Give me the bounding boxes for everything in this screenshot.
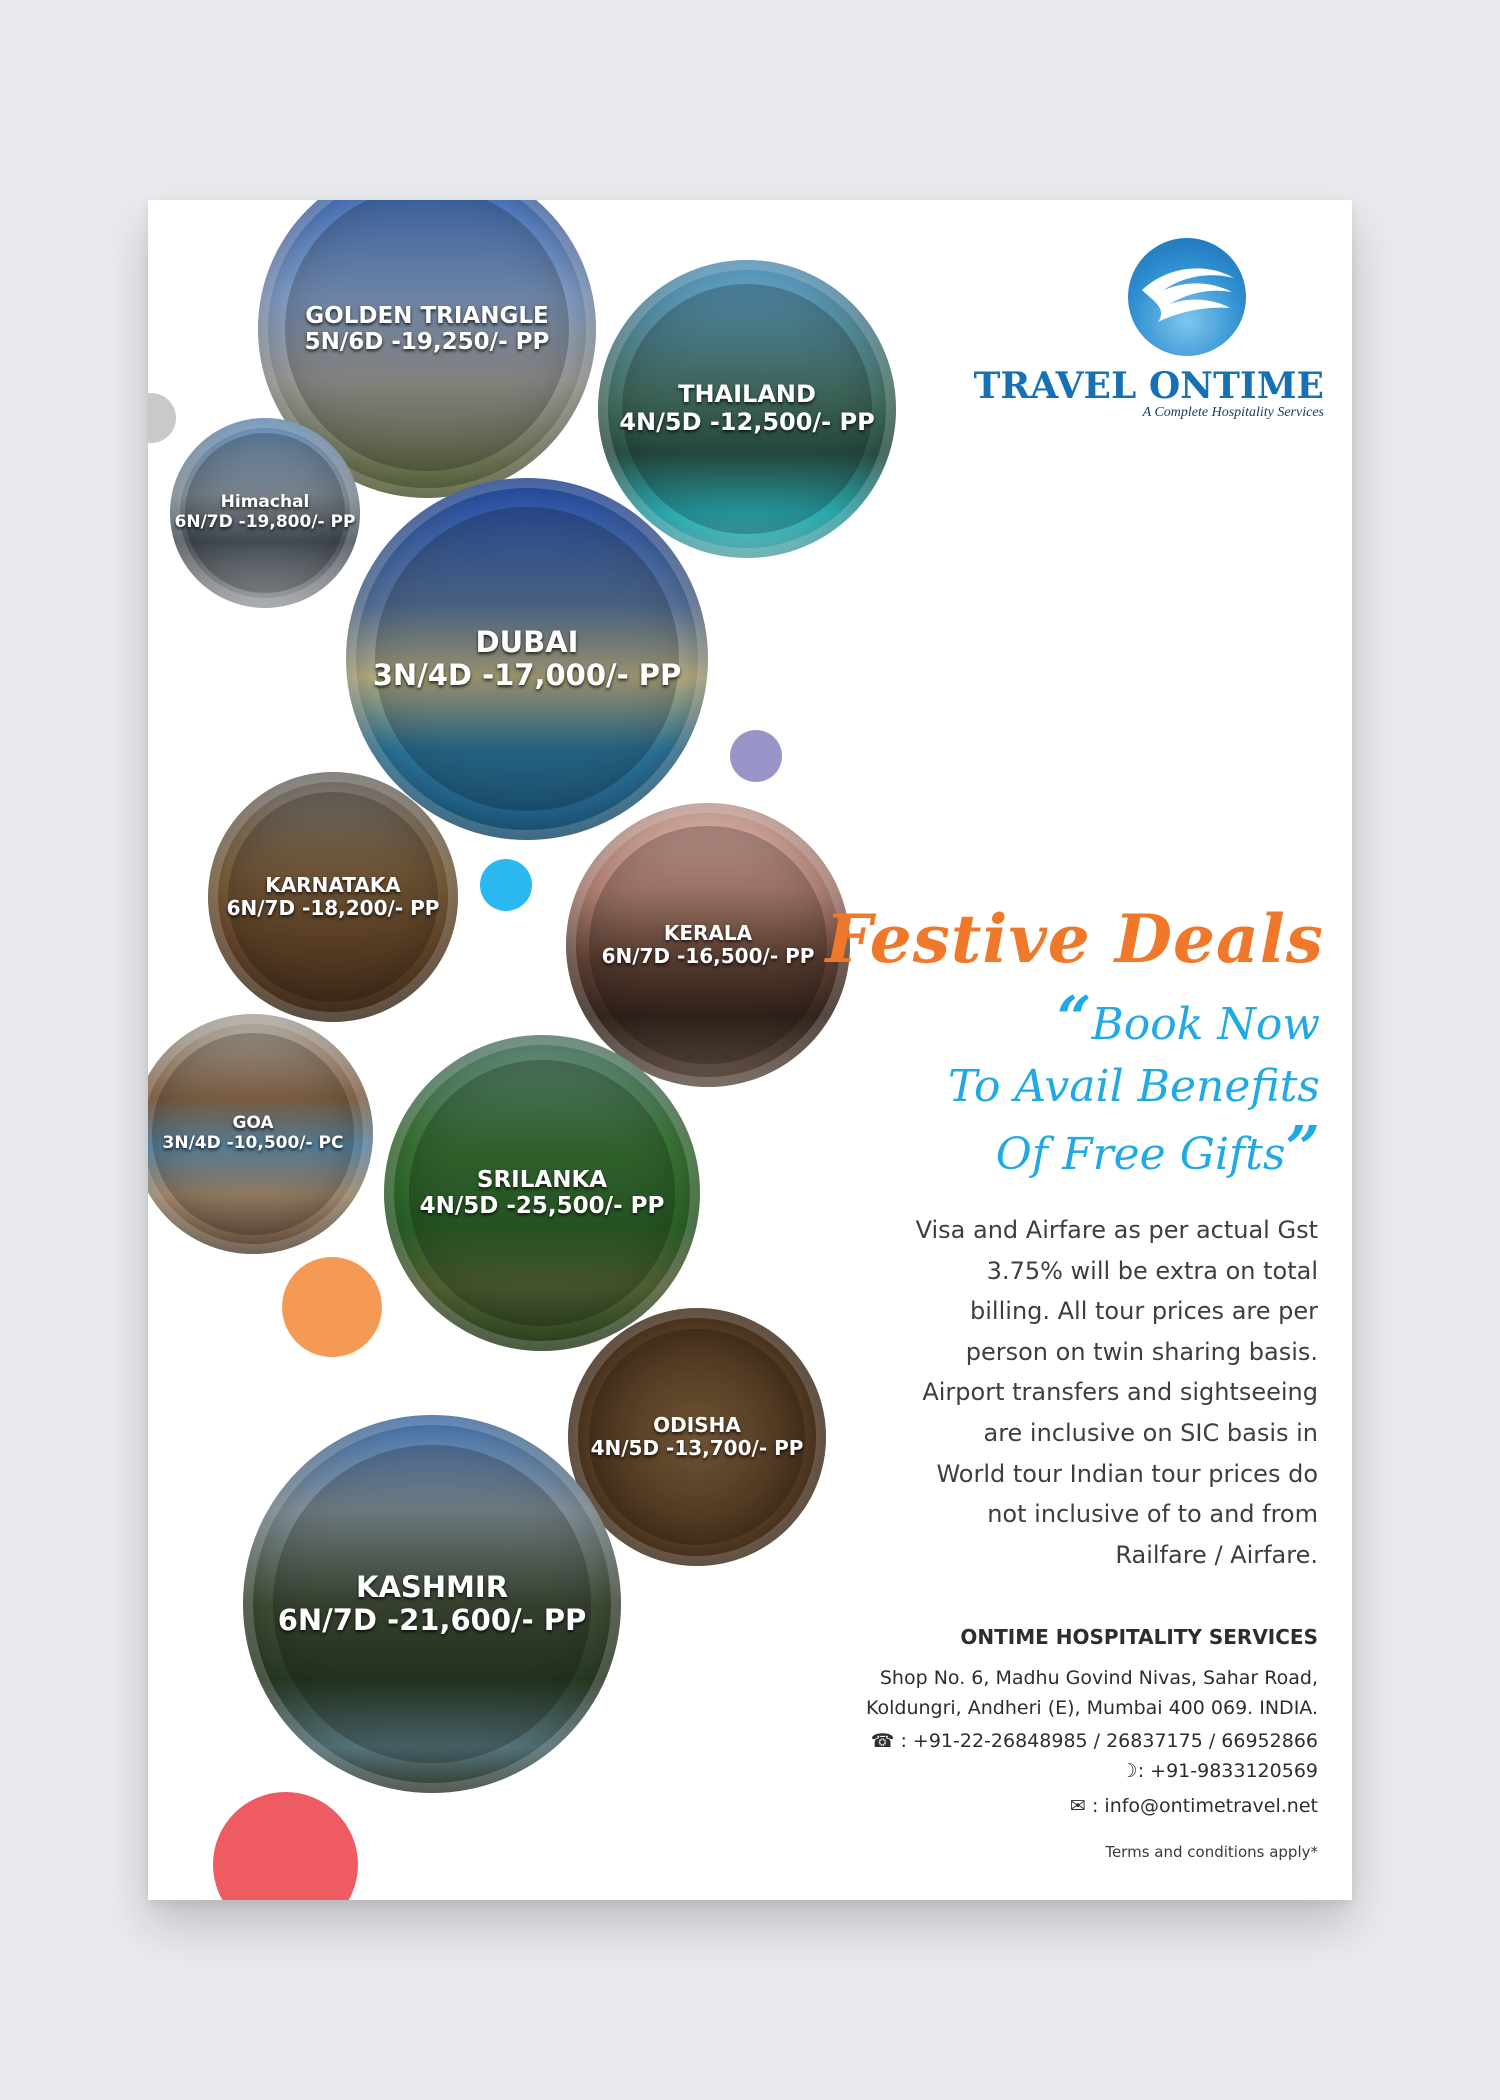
cta-line-2: To Avail Benefits	[948, 1061, 1320, 1112]
destination-name: KARNATAKA	[265, 873, 401, 897]
destination-dubai[interactable]	[346, 478, 708, 840]
mobile-row	[758, 1760, 1318, 1782]
destination-price: 3N/4D -17,000/- PP	[372, 658, 682, 692]
headline: Festive Deals	[825, 900, 1324, 978]
info-line: Airport transfers and sightseeing	[922, 1378, 1318, 1407]
destination-kerala[interactable]	[566, 803, 850, 1087]
orange-dot	[282, 1257, 382, 1357]
company-name: ONTIME HOSPITALITY SERVICES	[960, 1625, 1318, 1649]
destination-himachal[interactable]	[170, 418, 360, 608]
mobile-number[interactable]: : +91-9833120569	[1137, 1760, 1318, 1782]
destination-price: 3N/4D -10,500/- PC	[162, 1133, 344, 1153]
destination-name: KASHMIR	[355, 1569, 509, 1604]
cta-line-3: Of Free Gifts	[995, 1129, 1286, 1180]
company-address	[758, 1663, 1318, 1723]
destination-name: GOA	[232, 1113, 274, 1134]
destination-odisha[interactable]	[568, 1308, 826, 1566]
info-line: Railfare / Airfare.	[1115, 1540, 1318, 1569]
address-line-1: Shop No. 6, Madhu Govind Nivas, Sahar Road,	[879, 1667, 1318, 1689]
info-line: 3.75% will be extra on total	[986, 1256, 1318, 1285]
destination-srilanka[interactable]	[384, 1035, 700, 1351]
mail-icon: ✉	[1070, 1795, 1086, 1817]
brand-name: TRAVEL ONTIME	[973, 365, 1324, 407]
destination-kashmir[interactable]	[243, 1415, 621, 1793]
quote-open: “	[1056, 984, 1092, 1054]
terms-note: Terms and conditions apply*	[1105, 1843, 1318, 1861]
destination-price: 4N/5D -12,500/- PP	[619, 408, 875, 436]
quote-close: ”	[1285, 1114, 1320, 1184]
destination-price: 6N/7D -19,800/- PP	[174, 512, 356, 532]
destination-price: 5N/6D -19,250/- PP	[304, 329, 550, 355]
mobile-icon: ☽	[1120, 1760, 1138, 1782]
cta-line-1: Book Now	[1091, 999, 1320, 1050]
destination-price: 4N/5D -13,700/- PP	[590, 1436, 804, 1460]
info-line: person on twin sharing basis.	[965, 1337, 1318, 1366]
red-dot	[213, 1792, 358, 1900]
info-line: are inclusive on SIC basis in	[983, 1418, 1318, 1447]
destination-name: ODISHA	[653, 1413, 741, 1437]
info-line: World tour Indian tour prices do	[936, 1459, 1318, 1488]
destination-name: Himachal	[220, 492, 310, 513]
email-row	[758, 1795, 1318, 1817]
info-line: billing. All tour prices are per	[970, 1297, 1318, 1326]
destination-karnataka[interactable]	[208, 772, 458, 1022]
grey-dot	[148, 393, 176, 443]
destination-name: GOLDEN TRIANGLE	[305, 302, 549, 329]
email-address[interactable]: : info@ontimetravel.net	[1091, 1795, 1318, 1817]
purple-dot	[730, 730, 782, 782]
destination-price: 6N/7D -16,500/- PP	[601, 944, 815, 968]
info-line: Visa and Airfare as per actual Gst	[915, 1216, 1318, 1244]
logo-bird-icon	[1128, 238, 1246, 356]
cta-text	[900, 984, 1320, 1186]
brand-tagline: A Complete Hospitality Services	[1142, 405, 1324, 420]
info-paragraph	[838, 1210, 1318, 1575]
address-line-2: Koldungri, Andheri (E), Mumbai 400 069. INDIA.	[865, 1697, 1318, 1719]
destination-name: SRILANKA	[476, 1166, 608, 1193]
destination-name: DUBAI	[475, 624, 579, 659]
destination-price: 4N/5D -25,500/- PP	[419, 1193, 665, 1219]
destination-price: 6N/7D -21,600/- PP	[277, 1603, 587, 1637]
flyer	[148, 200, 1352, 1900]
destination-price: 6N/7D -18,200/- PP	[226, 896, 440, 920]
destination-name: KERALA	[663, 921, 753, 945]
phone-icon: ☎	[870, 1730, 895, 1752]
cyan-dot	[480, 859, 532, 911]
info-line: not inclusive of to and from	[987, 1500, 1318, 1529]
destination-thailand[interactable]	[598, 260, 896, 558]
destination-goa[interactable]	[148, 1014, 373, 1254]
phone-numbers[interactable]: : +91-22-26848985 / 26837175 / 66952866	[900, 1730, 1318, 1752]
destination-name: THAILAND	[678, 380, 816, 409]
phone-row	[758, 1730, 1318, 1752]
